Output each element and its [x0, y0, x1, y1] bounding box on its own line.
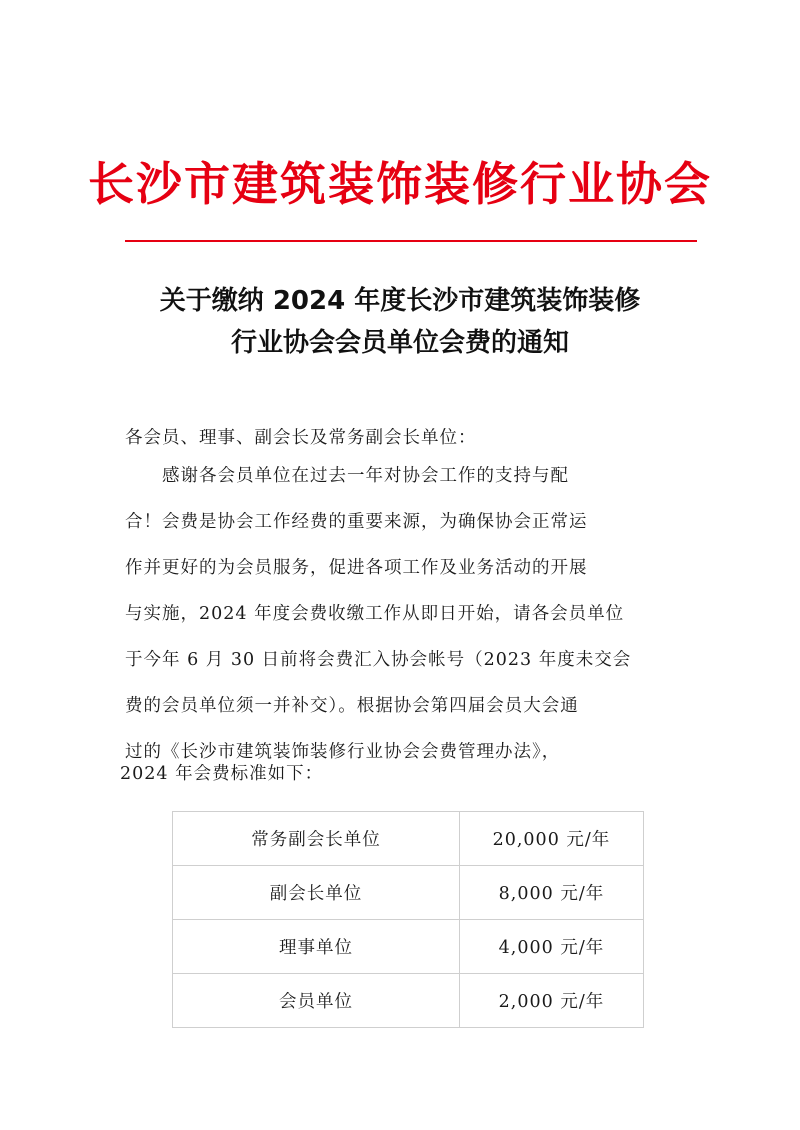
fee-cell: 2,000 元/年	[459, 974, 643, 1028]
masthead-title: 长沙市建筑装饰装修行业协会	[88, 157, 712, 211]
paragraph-line: 感谢各会员单位在过去一年对协会工作的支持与配	[125, 466, 569, 486]
fee-table	[172, 811, 644, 1028]
paragraph-line: 费的会员单位须一并补交）。根据协会第四届会员大会通	[125, 696, 579, 716]
member-type-cell: 常务副会长单位	[173, 812, 460, 866]
paragraph-line: 与实施，2024 年度会费收缴工作从即日开始，请各会员单位	[125, 604, 625, 624]
fee-cell: 4,000 元/年	[459, 920, 643, 974]
fee-cell: 20,000 元/年	[459, 812, 643, 866]
member-type-cell: 副会长单位	[173, 866, 460, 920]
paragraph-line: 合！会费是协会工作经费的重要来源，为确保协会正常运	[125, 512, 588, 532]
paragraph-line: 于今年 6 月 30 日前将会费汇入协会帐号（2023 年度未交会	[125, 650, 632, 670]
member-type-cell: 理事单位	[173, 920, 460, 974]
paragraph-line: 过的《长沙市建筑装饰装修行业协会会费管理办法》，	[125, 742, 561, 762]
paragraph-line: 2024 年会费标准如下：	[120, 764, 324, 784]
table-row	[173, 866, 644, 920]
salutation: 各会员、理事、副会长及常务副会长单位：	[125, 428, 477, 448]
member-type-cell: 会员单位	[173, 974, 460, 1028]
table-row	[173, 974, 644, 1028]
paragraph-line: 作并更好的为会员服务，促进各项工作及业务活动的开展	[125, 558, 588, 578]
table-row	[173, 812, 644, 866]
masthead-red-rule	[125, 240, 697, 242]
notice-title-line-1: 关于缴纳 2024 年度长沙市建筑装饰装修	[159, 286, 641, 316]
table-row	[173, 920, 644, 974]
notice-title-line-2: 行业协会会员单位会费的通知	[230, 328, 569, 358]
fee-cell: 8,000 元/年	[459, 866, 643, 920]
